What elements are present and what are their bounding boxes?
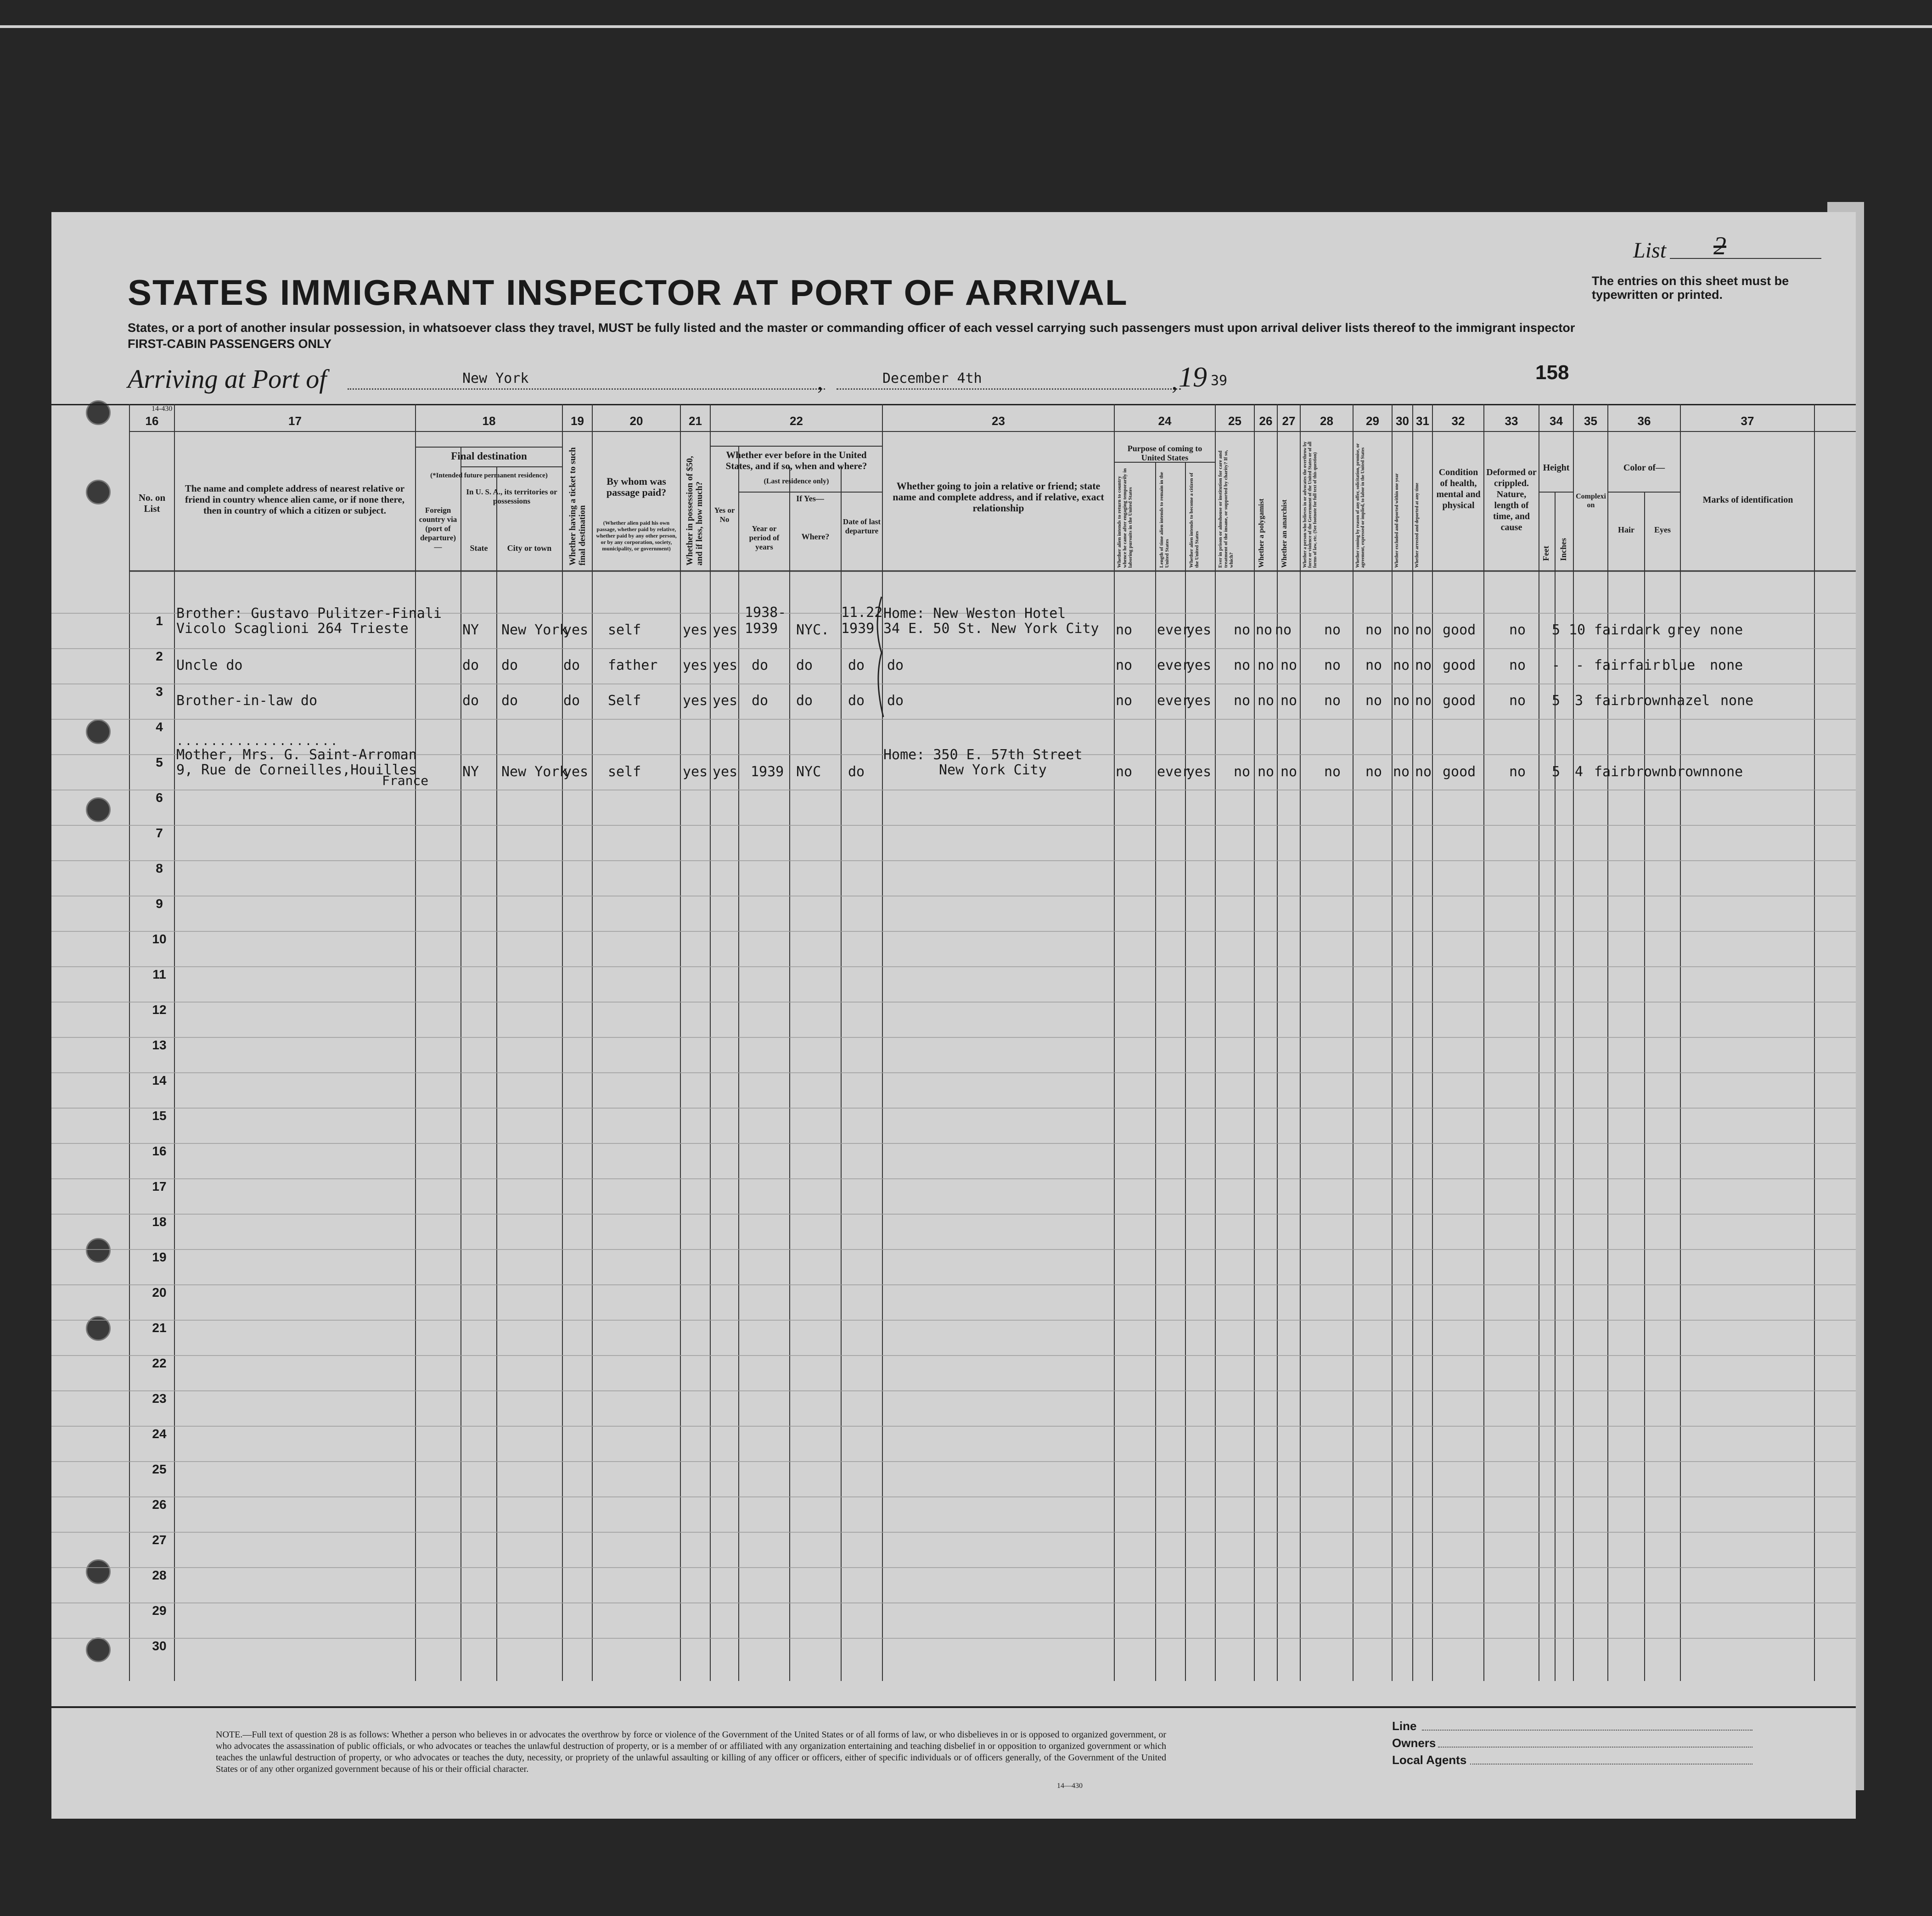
header-citizenship-intent: Whether alien intends to become a citizen of the United States [1189, 472, 1200, 568]
passage-paid-by: self [608, 622, 641, 638]
health: good [1443, 622, 1476, 638]
form-code: 14—430 [1057, 1782, 1083, 1790]
complexion: fair [1594, 764, 1628, 780]
header-polygamist: Whether a polygamist [1258, 499, 1265, 568]
citizen-intent: yes [1186, 764, 1212, 780]
manifest-sheet [51, 212, 1856, 1819]
return-intent: no [1116, 622, 1133, 638]
row-number: 20 [152, 1285, 167, 1300]
height-feet: 5 [1552, 764, 1561, 780]
anarchist: no [1281, 764, 1297, 780]
entries-note: The entries on this sheet must be typewritten or printed. [1592, 274, 1789, 302]
relative-name: Brother: Gustavo Pulitzer-Finali [176, 605, 442, 622]
column-number: 28 [1320, 414, 1333, 428]
hair-color: dark [1627, 622, 1661, 638]
dest-state: NY [462, 764, 479, 780]
question-28-note: NOTE.—Full text of question 28 is as follows: Whether a person who believes in or advocates the overthrow by force or violence of the Government of the United States or of all forms of law, or who disbelieves in or is opposed to organized government, or who advocates the assassination of public officials, or who advocates or teaches the unlawful destruction of property, or is a member of or affiliated with any organization entertaining and teaching disbelief in or opposition to organized government or which teaches the unlawful destruction of property, or who advocates or teaches the duty, necessity, or propriety of the unlawful assaulting or killing of any officer or officers, either of specific individuals or of officers generally, of the Government of the United States or of any other organized government because of his or their official character. [216, 1730, 1166, 1774]
header-before-note: (Last residence only) [764, 477, 829, 485]
join-line1: do [887, 657, 904, 673]
row-number: 25 [152, 1462, 167, 1476]
deformed: no [1509, 622, 1526, 638]
owners-label: Owners [1392, 1736, 1436, 1750]
fifty-dollars: yes [683, 764, 708, 780]
identification-marks: none [1720, 693, 1754, 709]
hair-color: fair [1627, 657, 1661, 673]
header-deformed: Deformed or crippled. Nature, length of time, and cause [1486, 467, 1537, 532]
years-line1: do [752, 693, 769, 709]
row-number: 3 [156, 684, 163, 699]
prison: no [1234, 657, 1251, 673]
header-labor-offer: Whether coming by reason of any offer, solicitation, promise, or agreement, expressed or implied, to labor in the United States [1355, 443, 1365, 568]
health: good [1443, 693, 1476, 709]
departure-line1: 11.22 [841, 605, 883, 621]
fifty-dollars: yes [683, 657, 708, 673]
anarchist: no [1281, 657, 1297, 673]
before-in-us: yes [713, 622, 738, 638]
where: NYC [796, 764, 821, 780]
eye-color: blue [1662, 657, 1696, 673]
relative-name: Mother, Mrs. G. Saint-Arroman [176, 747, 417, 763]
form-title: STATES IMMIGRANT INSPECTOR AT PORT OF ARRIVAL [128, 272, 1128, 313]
prison: no [1234, 764, 1251, 780]
line-field [1422, 1730, 1752, 1731]
column-number: 20 [629, 414, 643, 428]
complexion: fair [1594, 693, 1628, 709]
row-number: 6 [156, 790, 163, 805]
return-intent: no [1116, 764, 1133, 780]
join-line1: do [887, 693, 904, 709]
line-label: Line [1392, 1719, 1417, 1733]
excluded: no [1393, 657, 1410, 673]
years-line1: 1938- [745, 605, 786, 621]
sheet-number: 158 [1535, 361, 1569, 384]
overthrow: no [1324, 622, 1341, 638]
list-label: List [1633, 238, 1667, 263]
years-line1: do [752, 657, 769, 673]
height-inches: 3 [1575, 693, 1584, 709]
arrival-date: December 4th [882, 370, 982, 387]
join-line1: Home: New Weston Hotel [883, 605, 1066, 622]
column-number: 33 [1505, 414, 1518, 428]
row-number: 14 [152, 1073, 167, 1087]
excluded: no [1393, 693, 1410, 709]
row-number: 23 [152, 1391, 167, 1406]
height-feet: 5 [1552, 622, 1561, 638]
return-intent: no [1116, 693, 1133, 709]
polygamist: no [1258, 693, 1275, 709]
header-before-in-us: Whether ever before in the United States, and if so, when and where? [725, 449, 867, 471]
row-number: 11 [152, 967, 166, 981]
dest-state: NY [462, 622, 479, 638]
row-number: 21 [152, 1321, 167, 1335]
header-if-yes: If Yes— [796, 494, 824, 503]
row-number: 27 [152, 1533, 167, 1547]
identification-marks: none [1710, 622, 1743, 638]
citizen-intent: yes [1186, 657, 1212, 673]
row-number: 18 [152, 1215, 167, 1229]
passage-paid-by: Self [608, 693, 641, 709]
departure-line1: do [848, 693, 865, 709]
excluded: no [1393, 764, 1410, 780]
row-number: 10 [152, 932, 167, 946]
header-height: Height [1543, 463, 1570, 473]
column-number: 21 [689, 414, 702, 428]
column-number: 27 [1282, 414, 1296, 428]
header-final-destination: Final destination [451, 450, 527, 462]
excluded: no [1393, 622, 1410, 638]
row-number: 24 [152, 1427, 167, 1441]
header-color: Color of— [1623, 463, 1665, 473]
column-number: 32 [1451, 414, 1465, 428]
row-number: 9 [156, 896, 163, 911]
table-grid [51, 212, 1856, 1819]
ticket: yes [563, 622, 589, 638]
column-number: 19 [571, 414, 584, 428]
fifty-dollars: yes [683, 622, 708, 638]
header-yes-no: Yes or No [714, 506, 735, 524]
row-number: 2 [156, 649, 163, 663]
passage-paid-by: father [608, 657, 658, 673]
column-number: 35 [1584, 414, 1597, 428]
header-health: Condition of health, mental and physical [1436, 467, 1481, 510]
overthrow: no [1324, 693, 1341, 709]
hair-color: brown [1627, 764, 1669, 780]
eye-color: hazel [1668, 693, 1710, 709]
header-join-relative: Whether going to join a relative or friend; state name and complete address, and if relative, exact relationship [893, 480, 1104, 514]
header-deported: Whether arrested and deported at any time [1415, 482, 1420, 568]
citizen-intent: yes [1186, 622, 1212, 638]
column-number: 26 [1259, 414, 1273, 428]
header-relative: The name and complete address of nearest relative or friend in country whence alien came, or if none there, then in country of which a citizen or subject. [185, 483, 405, 516]
overthrow: no [1324, 657, 1341, 673]
row-number: 12 [152, 1003, 167, 1017]
relative-address: 9, Rue de Corneilles,Houilles [176, 762, 417, 778]
header-return-intent: Whether alien intends to return to country whence he came after engaging temporarily in laboring pursuits in the United States [1117, 468, 1133, 568]
dest-city: New York [501, 764, 568, 780]
header-complexion: Complexion [1576, 493, 1606, 509]
agents-label: Local Agents [1392, 1753, 1467, 1767]
header-foreign-country: Foreign country via (port of departure)— [419, 506, 457, 551]
complexion: fair [1594, 622, 1628, 638]
header-marks: Marks of identification [1702, 495, 1793, 505]
ticket: do [563, 693, 580, 709]
comma: , [817, 369, 823, 394]
owners-field [1438, 1747, 1752, 1748]
header-prison: Ever in prison or almshouse or institution for care and treatment of the insane, or supported by charity? If so, which? [1218, 450, 1234, 568]
departure-line1: do [848, 657, 865, 673]
relative-name: Uncle do [176, 657, 243, 673]
passage-paid-by: self [608, 764, 641, 780]
anarchist: no [1275, 622, 1292, 638]
header-eyes: Eyes [1654, 525, 1671, 534]
column-number: 24 [1158, 414, 1172, 428]
header-purpose: Purpose of coming to United States [1127, 444, 1202, 462]
citizen-intent: yes [1186, 693, 1212, 709]
header-fifty-dollars: Whether in possession of $50, and if less, how much? [685, 456, 704, 566]
header-passage-paid-note: (Whether alien paid his own passage, whether paid by relative, whether paid by any other person, or by any corporation, society, municipality, or government) [596, 520, 677, 552]
year-printed: 19 [1179, 362, 1207, 393]
height-feet: 5 [1552, 693, 1561, 709]
list-number: 2 [1713, 232, 1726, 260]
column-number: 30 [1396, 414, 1409, 428]
dest-state: do [462, 693, 479, 709]
join-line2: 34 E. 50 St. New York City [883, 621, 1099, 637]
header-excluded: Whether excluded and deported within one year [1394, 473, 1399, 568]
labor-offer: no [1365, 622, 1382, 638]
row-number: 7 [156, 826, 163, 840]
join-line2: New York City [939, 762, 1047, 778]
height-inches: 10 [1569, 622, 1586, 638]
column-number: 25 [1228, 414, 1241, 428]
form-code: 14-430 [152, 405, 173, 413]
column-number: 18 [482, 414, 496, 428]
header-ticket: Whether having a ticket to such final destination [568, 447, 587, 566]
before-in-us: yes [713, 764, 738, 780]
row-number: 15 [152, 1109, 167, 1123]
before-in-us: yes [713, 693, 738, 709]
header-overthrow: Whether a person who believes in or advocates the overthrow by force or violence of the Government of the United States or of all forms of law, etc. (See footnote for full text of this question) [1303, 442, 1318, 568]
year-typed: 39 [1211, 373, 1228, 389]
column-number: 22 [790, 414, 803, 428]
deformed: no [1509, 657, 1526, 673]
scan-edge-line [0, 25, 1932, 28]
departure-line2: 1939 [841, 621, 875, 637]
row-number: 5 [156, 755, 163, 769]
column-number: 16 [145, 414, 159, 428]
header-feet: Feet [1541, 546, 1550, 561]
column-number: 29 [1366, 414, 1379, 428]
length-of-stay: ever [1157, 657, 1191, 673]
header-length-of-stay: Length of time alien intends to remain in the United States [1159, 472, 1170, 568]
deported: no [1415, 764, 1432, 780]
dest-city: do [501, 657, 518, 673]
row-number: 26 [152, 1497, 167, 1512]
passenger-class: FIRST-CABIN PASSENGERS ONLY [128, 337, 332, 351]
deported: no [1415, 622, 1432, 638]
header-hair: Hair [1618, 525, 1634, 534]
row-number: 17 [152, 1179, 167, 1193]
health: good [1443, 657, 1476, 673]
length-of-stay: ever [1157, 693, 1191, 709]
header-final-destination-note: (*Intended future permanent residence) [430, 472, 548, 479]
length-of-stay: ever [1157, 622, 1191, 638]
length-of-stay: ever [1157, 764, 1191, 780]
prison: no [1234, 622, 1251, 638]
separator-dots: ................... [176, 734, 339, 748]
header-inches: Inches [1559, 538, 1568, 561]
eye-color: grey [1668, 622, 1701, 638]
deformed: no [1509, 764, 1526, 780]
relative-name: Brother-in-law do [176, 693, 318, 709]
footer-rule [51, 1706, 1856, 1708]
header-anarchist: Whether an anarchist [1281, 499, 1288, 568]
column-number: 34 [1550, 414, 1563, 428]
row-number: 30 [152, 1639, 167, 1653]
dest-city: do [501, 693, 518, 709]
polygamist: no [1258, 657, 1275, 673]
overthrow: no [1324, 764, 1341, 780]
anarchist: no [1281, 693, 1297, 709]
prison: no [1234, 693, 1251, 709]
height-inches: - [1576, 657, 1584, 673]
where: NYC. [796, 622, 830, 638]
column-number: 31 [1416, 414, 1429, 428]
eye-color: brown [1668, 764, 1710, 780]
header-state: State [470, 543, 488, 553]
header-list-number: No. on List [138, 492, 166, 514]
complexion: fair [1594, 657, 1628, 673]
height-inches: 4 [1575, 764, 1584, 780]
polygamist: no [1256, 622, 1273, 638]
ticket: yes [563, 764, 589, 780]
dest-city: New York [501, 622, 568, 638]
polygamist: no [1258, 764, 1275, 780]
column-number: 36 [1637, 414, 1651, 428]
header-passage-paid: By whom was passage paid? [606, 476, 667, 498]
health: good [1443, 764, 1476, 780]
header-city: City or town [507, 543, 552, 553]
labor-offer: no [1365, 657, 1382, 673]
labor-offer: no [1365, 693, 1382, 709]
header-usa: In U. S. A., its territories or possessions [466, 487, 557, 505]
identification-marks: none [1710, 764, 1743, 780]
row-number: 19 [152, 1250, 167, 1264]
return-intent: no [1116, 657, 1133, 673]
header-years: Year or period of years [749, 524, 780, 551]
height-feet: - [1552, 657, 1561, 673]
agents-field [1470, 1764, 1752, 1765]
deformed: no [1509, 693, 1526, 709]
port-value: New York [462, 370, 529, 387]
comma: , [1172, 369, 1178, 394]
departure-line1: do [848, 764, 865, 780]
header-departure-date: Date of last departure [842, 517, 881, 535]
fifty-dollars: yes [683, 693, 708, 709]
relative-address: Vicolo Scaglioni 264 Trieste [176, 621, 409, 637]
row-number: 13 [152, 1038, 167, 1052]
row-number: 4 [156, 720, 163, 734]
deported: no [1415, 693, 1432, 709]
where: do [796, 693, 813, 709]
where: do [796, 657, 813, 673]
labor-offer: no [1365, 764, 1382, 780]
column-number: 37 [1741, 414, 1754, 428]
before-in-us: yes [713, 657, 738, 673]
row-number: 28 [152, 1568, 167, 1582]
row-number: 29 [152, 1603, 167, 1618]
row-number: 1 [156, 614, 163, 628]
row-number: 22 [152, 1356, 167, 1370]
row-number: 16 [152, 1144, 167, 1158]
row-number: 8 [156, 861, 163, 875]
header-where: Where? [801, 532, 830, 541]
relative-country: France [382, 773, 429, 788]
hair-color: brown [1627, 693, 1669, 709]
years-line2: 1939 [745, 621, 778, 637]
arriving-label: Arriving at Port of [128, 364, 327, 394]
column-number: 17 [288, 414, 302, 428]
column-number: 23 [992, 414, 1005, 428]
ticket: do [563, 657, 580, 673]
years-line1: 1939 [751, 764, 784, 780]
dest-state: do [462, 657, 479, 673]
identification-marks: none [1710, 657, 1743, 673]
deported: no [1415, 657, 1432, 673]
join-line1: Home: 350 E. 57th Street [883, 747, 1083, 763]
form-instruction: States, or a port of another insular possession, in whatsoever class they travel, MUST be fully listed and the master or commanding officer of each vessel carrying such passengers must upon arrival deliver lists thereof to the immigrant inspector [128, 321, 1575, 335]
